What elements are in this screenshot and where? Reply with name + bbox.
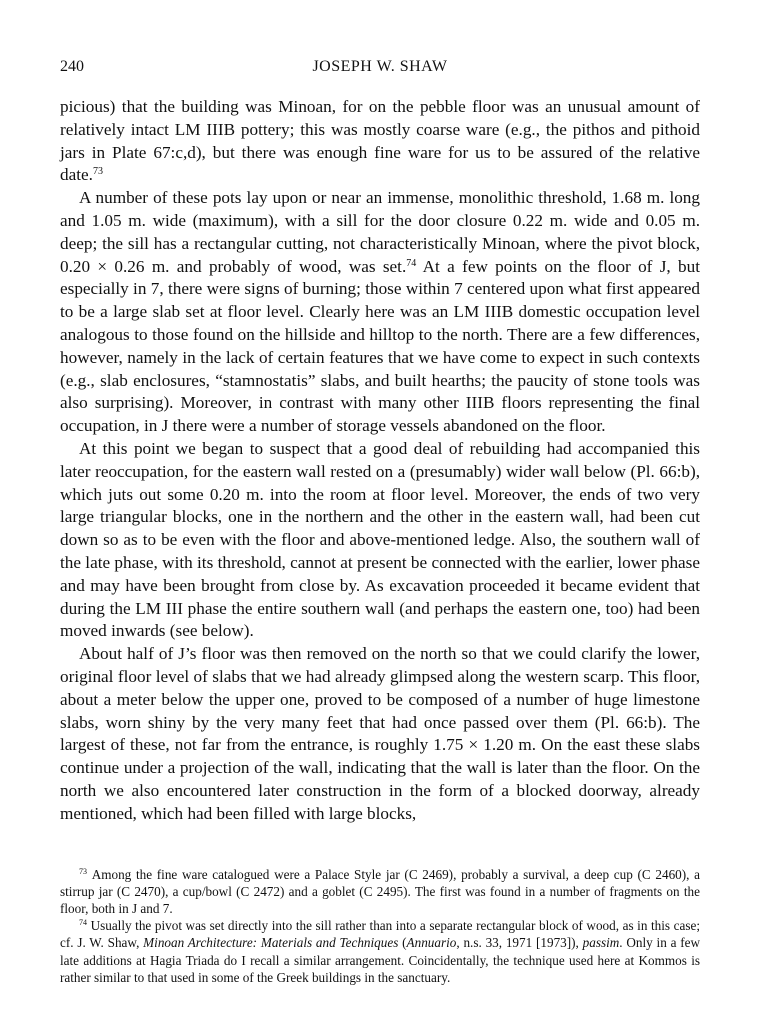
page [60,58,700,986]
series-title: Annuario [406,935,457,951]
footnote-ref-73[interactable]: 73 [92,166,103,178]
footnote-ref-74[interactable]: 74 [406,257,417,269]
footnote-number: 73 [79,866,87,876]
footnotes [60,866,700,986]
footnote-73 [60,866,700,918]
paragraph-1: picious) that the building was Minoan, for on the pebble floor was an unusual amount of relatively intact LM IIIB pottery; this was mostly coarse ware (e.g., the pithos and pithoid jars in Plate 67:c,d), but there was enough fine ware for us to be assured of the relative date.$^{73}$ [60,97,700,185]
page-number: 240 [60,58,84,75]
body-text [60,96,700,826]
footnote-text: Among the fine ware catalogued were a Palace Style jar (C 2469), probably a survival, a deep cup (C 2460), a stirrup jar (C 2470), a cup/bowl (C 2472) and a goblet (C 2495). The first was found in a number of fragments on the floor, both in J and 7. [60,866,701,916]
book-title: Minoan Architecture: Materials and Techniques [143,935,399,951]
paragraph-4: About half of J’s floor was then removed on the north so that we could clarify the lower, original floor level of slabs that we had already glimpsed along the western scarp. This floor, about a meter below the upper one, proved to be composed of a number of huge limestone slabs, worn shiny by the very many feet that had once passed over them (Pl. 66:b). The largest of these, not far from the entrance, is roughly 1.75 × 1.20 m. On the east these slabs continue under a projection of the wall, indicating that the wall is later than the floor. On the north we also encountered later construction in the form of a blocked doorway, already mentioned, which had been filled with large blocks, [60,644,700,823]
running-head [60,58,700,80]
paragraph-3: At this point we began to suspect that a good deal of rebuilding had accompanied this later reoccupation, for the eastern wall rested on a (presumably) wider wall below (Pl. 66:b), which juts out some 0.20 m. into the room at floor level. Moreover, the ends of two very large triangular blocks, one in the northern and the other in the eastern wall, had been cut down so as to be even with the floor and above-mentioned ledge. Also, the southern wall of the late phase, with its threshold, cannot at present be connected with the earlier, lower phase and may have been brought from close by. As excavation proceeded it became evident that during the LM III phase the entire southern wall (and perhaps the eastern one, too) had been moved inwards (see below). [60,438,700,641]
footnote-74: $^{74}$ Usually the pivot was set directly into the sill rather than into a separate rectangular block of wood, as in this case; cf. J. W. Shaw, Minoan Architecture: Materials and Techniques (Annuario, n.s. 33, 1971 [1973]), passim. Only in a few late additions at Hagia Triada do I recall a similar arrangement. Coincidentally, the technique used here at Kommos is rather similar to that used in some of the Greek buildings in the sanctuary. [60,918,700,985]
footnote-number: 74 [79,918,87,928]
paragraph-2: A number of these pots lay upon or near an immense, monolithic threshold, 1.68 m. long and 1.05 m. wide (maximum), with a sill for the door closure 0.22 m. wide and 0.05 m. deep; the sill has a rectangular cutting, not characteristically Minoan, where the pivot block, 0.20 × 0.26 m. and probably of wood, was set.$^{74}$ At a few points on the floor of J, but especially in 7, there were signs of burning; those within 7 centered upon what first appeared to be a large slab set at floor level. Clearly here was an LM IIIB domestic occupation level analogous to those found on the hillside and hilltop to the north. There are a few differences, however, namely in the lack of certain features that we have come to expect in such contexts (e.g., slab enclosures, “stamnostatis” slabs, and built hearths; the paucity of stone tools was also surprising). Moreover, in contrast with many other IIIB floors representing the final occupation, in J there were a number of storage vessels abandoned on the floor. [60,188,701,436]
author-name: JOSEPH W. SHAW [312,58,448,75]
